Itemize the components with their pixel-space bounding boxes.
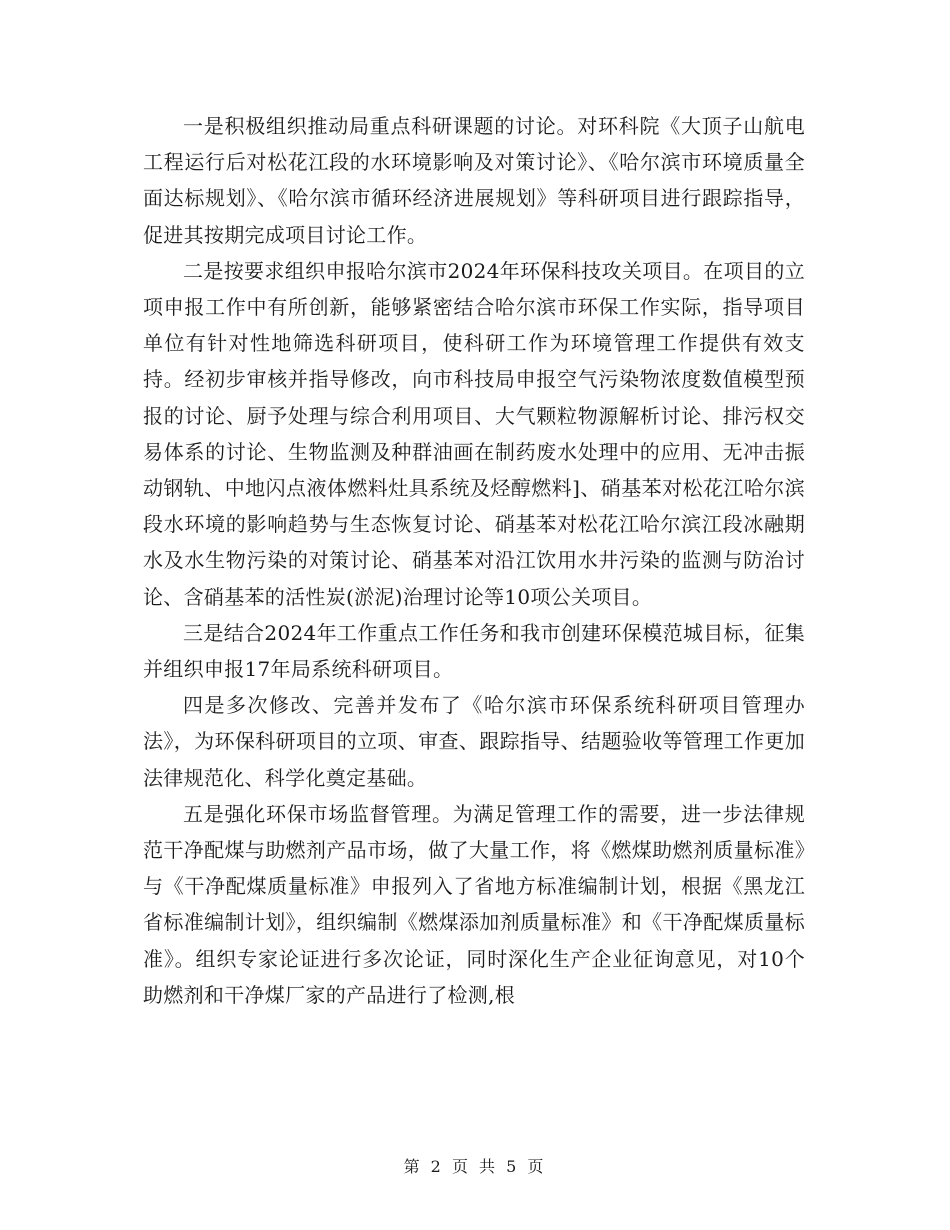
page-number-footer: 第 2 页 共 5 页 (403, 1157, 547, 1176)
paragraph-3: 三是结合2024年工作重点工作任务和我市创建环保模范城目标，征集并组织申报17年局系统科研项目。 (143, 620, 805, 682)
paragraph-4: 四是多次修改、完善并发布了《哈尔滨市环保系统科研项目管理办法》，为环保科研项目的立项、审查、跟踪指导、结题验收等管理工作更加法律规范化、科学化奠定基础。 (143, 693, 805, 790)
paragraph-5: 五是强化环保市场监督管理。为满足管理工作的需要，进一步法律规范干净配煤与助燃剂产品市场，做了大量工作，将《燃煤助燃剂质量标准》与《干净配煤质量标准》申报列入了省地方标准编制计划，根据《黑龙江省标准编制计划》，组织编制《燃煤添加剂质量标准》和《干净配煤质量标准》。组织专家论证进行多次论证，同时深化生产企业征询意见，对10个助燃剂和干净煤厂家的产品进行了检测,根 (143, 801, 805, 1007)
paragraph-2: 二是按要求组织申报哈尔滨市2024年环保科技攻关项目。在项目的立项申报工作中有所创新，能够紧密结合哈尔滨市环保工作实际，指导项目单位有针对性地筛选科研项目，使科研工作为环境管理工作提供有效支持。经初步审核并指导修改，向市科技局申报空气污染物浓度数值模型预报的讨论、厨予处理与综合利用项目、大气颗粒物源解析讨论、排污权交易体系的讨论、生物监测及种群油画在制药废水处理中的应用、无冲击振动钢轨、中地闪点液体燃料灶具系统及烃醇燃料]、硝基苯对松花江哈尔滨段水环境的影响趋势与生态恢复讨论、硝基苯对松花江哈尔滨江段冰融期水及水生物污染的对策讨论、硝基苯对沿江饮用水井污染的监测与防治讨论、含硝基苯的活性炭(淤泥)治理讨论等10项公关项目。 (143, 258, 805, 609)
paragraph-1: 一是积极组织推动局重点科研课题的讨论。对环科院《大顶子山航电工程运行后对松花江段的水环境影响及对策讨论》、《哈尔滨市环境质量全面达标规划》、《哈尔滨市循环经济进展规划》等科研项目进行跟踪指导，促进其按期完成项目讨论工作。 (143, 114, 805, 247)
document-body (143, 108, 805, 1013)
